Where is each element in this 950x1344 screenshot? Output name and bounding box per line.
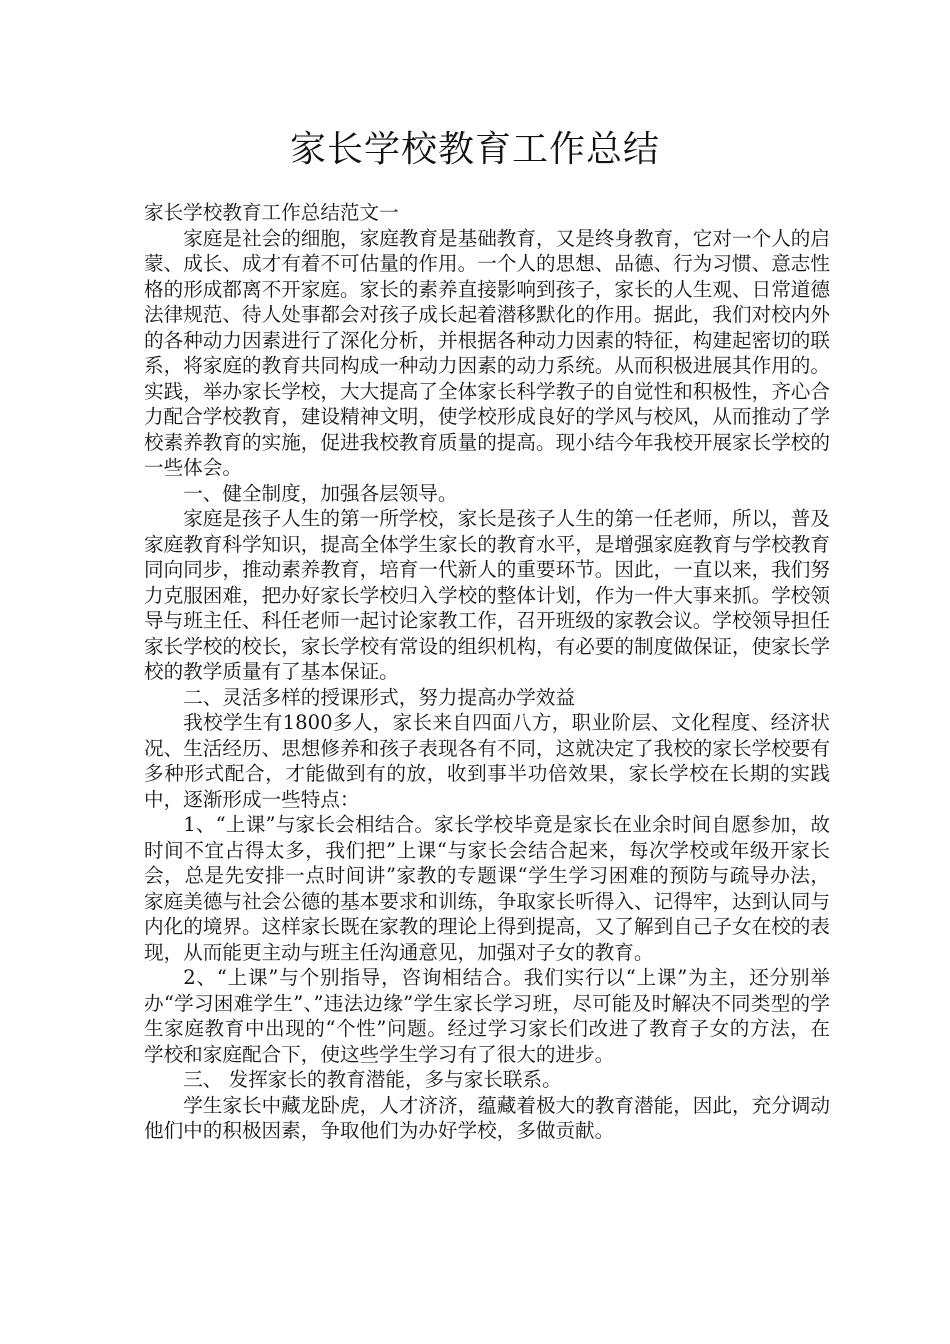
paragraph-point-2: 2、“上课”与个别指导，咨询相结合。我们实行以“上课”为主，还分别举办“学习困难学生”、”违法边缘”学生家长学习班，尽可能及时解决不同类型的学生家庭教育中出现的“个性”问题。经过学习家长们改进了教育子女的方法，在学校和家庭配合下，使这些学生学习有了很大的进步。 <box>144 966 830 1066</box>
section-heading-2: 二、灵活多样的授课形式，努力提高办学效益 <box>183 685 576 709</box>
section-heading-1: 一、健全制度，加强各层领导。 <box>183 481 458 505</box>
document-subtitle: 家长学校教育工作总结范文一 <box>144 201 399 224</box>
paragraph-intro: 家庭是社会的细胞，家庭教育是基础教育，又是终身教育，它对一个人的启蒙、成长、成才有着不可估量的作用。一个人的思想、品德、行为习惯、意志性格的形成都离不开家庭。家长的素养直接影响到孩子，家长的人生观、日常道德法律规范、待人处事都会对孩子成长起着潜移默化的作用。据此，我们对校内外的各种动力因素进行了深化分析，并根据各种动力因素的特征，构建起密切的联系，将家庭的教育共同构成一种动力因素的动力系统。从而积极进展其作用的。实践，举办家长学校，大大提高了全体家长科学教子的自觉性和积极性，齐心合力配合学校教育，建设精神文明，使学校形成良好的学风与校风，从而推动了学校素养教育的实施，促进我校教育质量的提高。现小结今年我校开展家长学校的一些体会。 <box>144 226 830 479</box>
paragraph-point-1: 1、“上课”与家长会相结合。家长学校毕竟是家长在业余时间自愿参加，故时间不宜占得太多，我们把”上课“与家长会结合起来，每次学校或年级开家长会，总是先安排一点时间讲”家教的专题课“学生学习困难的预防与疏导办法，家庭美德与社会公德的基本要求和训练，争取家长听得入、记得牢，达到认同与内化的境界。这样家长既在家教的理论上得到提高，又了解到自己子女在校的表现，从而能更主动与班主任沟通意见，加强对子女的教育。 <box>144 813 830 964</box>
paragraph-section-2: 我校学生有1800多人，家长来自四面八方，职业阶层、文化程度、经济状况、生活经历、思想修养和孩子表现各有不同，这就决定了我校的家长学校要有多种形式配合，才能做到有的放，收到事半功倍效果，家长学校在长期的实践中，逐渐形成一些特点： <box>144 711 830 811</box>
document-body <box>144 200 830 1144</box>
section-heading-3: 三、 发挥家长的教育潜能，多与家长联系。 <box>183 1068 562 1091</box>
document-title: 家长学校教育工作总结 <box>289 129 660 170</box>
paragraph-section-3: 学生家长中藏龙卧虎，人才济济，蕴藏着极大的教育潜能，因此，充分调动他们中的积极因素，争取他们为办好学校，多做贡献。 <box>144 1093 830 1142</box>
paragraph-section-1: 家庭是孩子人生的第一所学校，家长是孩子人生的第一任老师，所以，普及家庭教育科学知识，提高全体学生家长的教育水平，是增强家庭教育与学校教育同向同步，推动素养教育，培育一代新人的重要环节。因此，一直以来，我们努力克服困难，把办好家长学校归入学校的整体计划，作为一件大事来抓。学校领导与班主任、科任老师一起讨论家教工作，召开班级的家教会议。学校领导担任家长学校的校长，家长学校有常设的组织机构，有必要的制度做保证，使家长学校的教学质量有了基本保证。 <box>144 507 830 683</box>
